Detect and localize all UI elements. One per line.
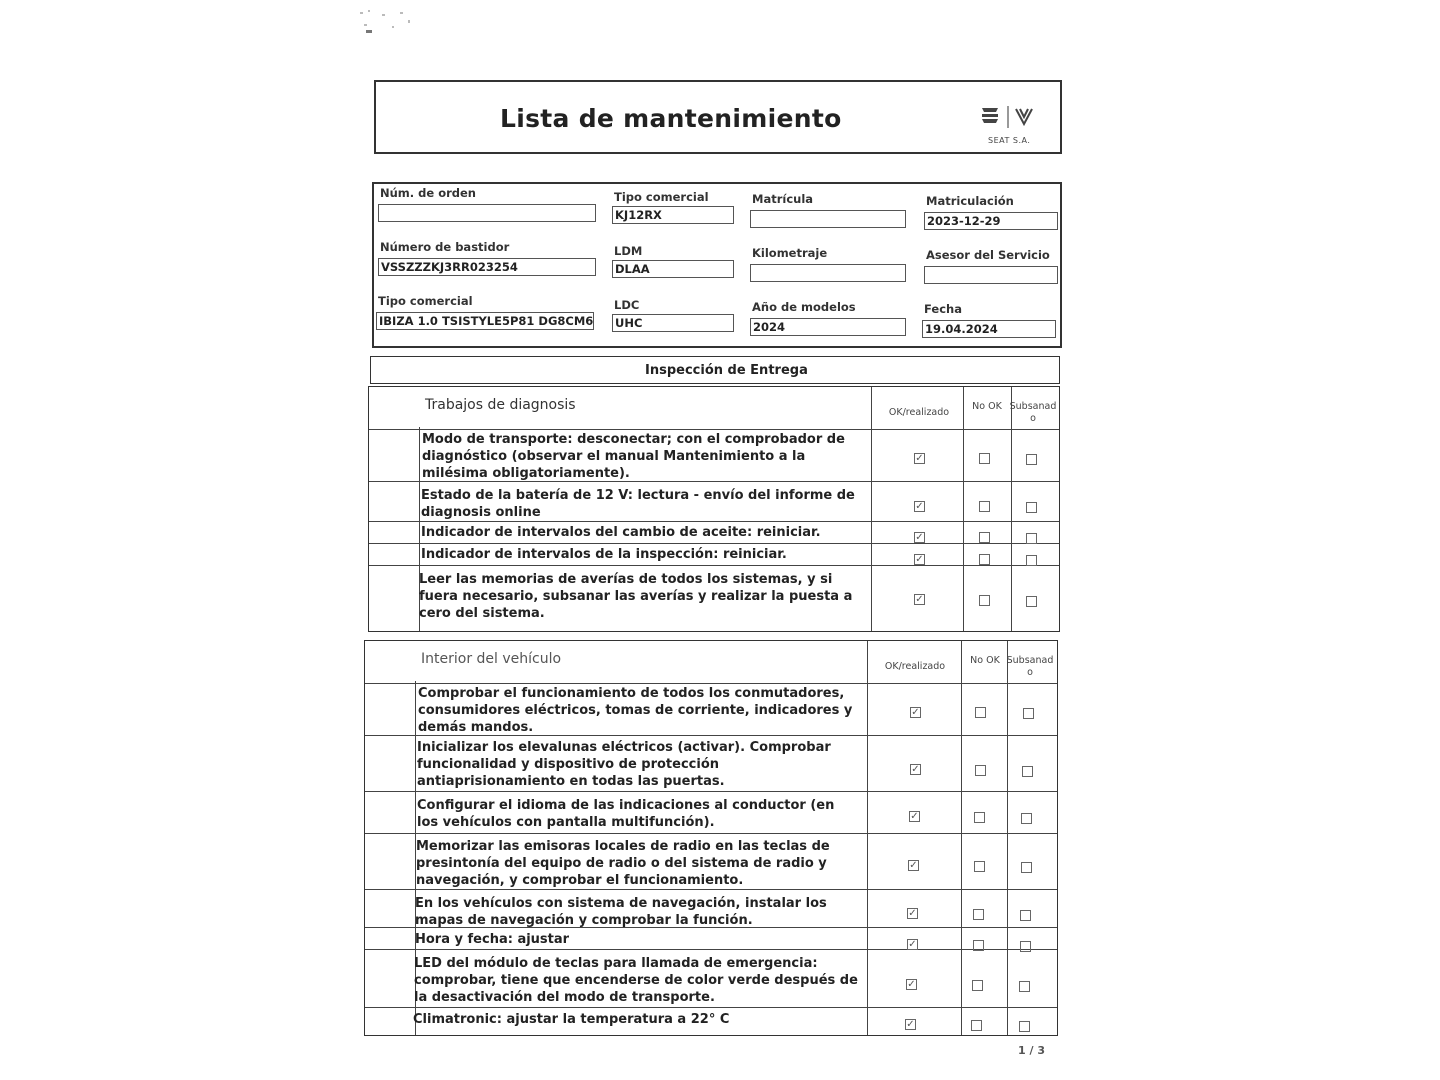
checkbox-subsanado[interactable]	[1022, 766, 1033, 777]
checkbox-subsanado[interactable]	[1020, 910, 1031, 921]
checkbox-no-ok[interactable]	[974, 812, 985, 823]
mileage-field[interactable]	[750, 264, 906, 282]
col-no-ok-header: No OK	[972, 401, 1002, 412]
checkmark-icon: ✓	[915, 594, 924, 605]
scan-artifact	[352, 6, 422, 36]
checkbox-ok-checked[interactable]	[907, 908, 918, 919]
table-row: Hora y fecha: ajustar	[415, 932, 570, 947]
checkbox-ok-checked[interactable]	[910, 707, 921, 718]
table-row: Inicializar los elevalunas eléctricos (activar). Comprobar funcionalidad y dispositivo de protección antiaprisionamiento en todas las puertas.	[417, 740, 831, 789]
checkbox-no-ok[interactable]	[973, 940, 984, 951]
order-info-box	[372, 182, 1062, 348]
group-title-diagnosis: Trabajos de diagnosis	[425, 397, 576, 413]
checkbox-subsanado[interactable]	[1021, 862, 1032, 873]
checkbox-ok-checked[interactable]	[907, 939, 918, 950]
table-row: Modo de transporte: desconectar; con el comprobador de diagnóstico (observar el manual Mantenimiento a la milésima obligatoriamente).	[422, 432, 845, 481]
date-field[interactable]: 19.04.2024	[922, 320, 1056, 338]
commercial-type-field[interactable]: IBIZA 1.0 TSISTYLE5P81 DG8CM6	[376, 312, 594, 330]
table-row: Indicador de intervalos del cambio de aceite: reiniciar.	[421, 525, 821, 540]
checkmark-icon: ✓	[907, 979, 916, 990]
document-title: Lista de mantenimiento	[500, 104, 842, 133]
checkmark-icon: ✓	[911, 764, 920, 775]
table-row: Configurar el idioma de las indicaciones al conductor (en los vehículos con pantalla multifunción).	[417, 798, 835, 830]
ldm-label: LDM	[614, 244, 643, 258]
checkbox-no-ok[interactable]	[973, 909, 984, 920]
table-row: Indicador de intervalos de la inspección: reiniciar.	[421, 547, 787, 562]
registration-date-label: Matriculación	[926, 194, 1014, 208]
order-number-label: Núm. de orden	[380, 186, 476, 200]
vin-label: Número de bastidor	[380, 240, 510, 254]
checkmark-icon: ✓	[910, 811, 919, 822]
checkbox-ok-checked[interactable]	[914, 453, 925, 464]
checkbox-subsanado[interactable]	[1026, 502, 1037, 513]
checkbox-no-ok[interactable]	[979, 532, 990, 543]
order-number-field[interactable]	[378, 204, 596, 222]
table-row: Memorizar las emisoras locales de radio en las teclas de presintonía del equipo de radio o del sistema de radio y navegación, y comprobar el funcionamiento.	[416, 839, 830, 888]
cupra-logo-icon	[1016, 109, 1032, 124]
checkbox-no-ok[interactable]	[975, 765, 986, 776]
commercial-type-code-field[interactable]: KJ12RX	[612, 206, 734, 224]
checkmark-icon: ✓	[908, 939, 917, 950]
col-subsanado-header: Subsanad o	[1006, 655, 1054, 678]
vin-field[interactable]: VSSZZZKJ3RR023254	[378, 258, 596, 276]
checkbox-ok-checked[interactable]	[905, 1019, 916, 1030]
brand-text: SEAT S.A.	[988, 136, 1031, 145]
mileage-label: Kilometraje	[752, 246, 828, 260]
checkbox-ok-checked[interactable]	[914, 594, 925, 605]
checkbox-no-ok[interactable]	[971, 1020, 982, 1031]
group-title-interior: Interior del vehículo	[421, 651, 562, 667]
table-row: Leer las memorias de averías de todos los sistemas, y si fuera necesario, subsanar las averías y realizar la puesta a cero del sistema.	[419, 572, 853, 621]
col-ok-header: OK/realizado	[884, 661, 946, 672]
commercial-type-code-label: Tipo comercial	[614, 190, 709, 204]
section-title: Inspección de Entrega	[645, 363, 808, 378]
checkbox-no-ok[interactable]	[975, 707, 986, 718]
service-advisor-field[interactable]	[924, 266, 1058, 284]
checkbox-no-ok[interactable]	[979, 595, 990, 606]
checkbox-no-ok[interactable]	[979, 453, 990, 464]
checkmark-icon: ✓	[911, 707, 920, 718]
table-row: Estado de la batería de 12 V: lectura - envío del informe de diagnosis online	[421, 488, 855, 520]
ldm-field[interactable]: DLAA	[612, 260, 734, 278]
checkmark-icon: ✓	[908, 908, 917, 919]
checkmark-icon: ✓	[909, 860, 918, 871]
checkbox-ok-checked[interactable]	[914, 501, 925, 512]
section-bar	[370, 356, 1060, 384]
checkbox-subsanado[interactable]	[1026, 555, 1037, 566]
brand-logo	[980, 104, 1040, 130]
checkbox-subsanado[interactable]	[1026, 596, 1037, 607]
checkbox-no-ok[interactable]	[979, 554, 990, 565]
document-header	[374, 80, 1062, 154]
checkbox-no-ok[interactable]	[972, 980, 983, 991]
checkmark-icon: ✓	[915, 501, 924, 512]
diagnosis-table	[368, 386, 1060, 632]
checkbox-ok-checked[interactable]	[914, 532, 925, 543]
checkbox-no-ok[interactable]	[974, 861, 985, 872]
checkbox-subsanado[interactable]	[1020, 941, 1031, 952]
col-no-ok-header: No OK	[970, 655, 1000, 666]
seat-logo-icon	[982, 108, 998, 123]
plate-field[interactable]	[750, 210, 906, 228]
registration-date-field[interactable]: 2023-12-29	[924, 212, 1058, 230]
table-row: LED del módulo de teclas para llamada de emergencia: comprobar, tiene que encenderse de color verde después de la desactivación del modo de transporte.	[414, 956, 858, 1005]
checkbox-ok-checked[interactable]	[908, 860, 919, 871]
date-label: Fecha	[924, 302, 962, 316]
commercial-type-label: Tipo comercial	[378, 294, 473, 308]
checkbox-subsanado[interactable]	[1026, 533, 1037, 544]
plate-label: Matrícula	[752, 192, 814, 206]
checkbox-subsanado[interactable]	[1026, 454, 1037, 465]
ldc-label: LDC	[614, 298, 640, 312]
checkbox-ok-checked[interactable]	[906, 979, 917, 990]
table-row: Comprobar el funcionamiento de todos los conmutadores, consumidores eléctricos, tomas de corriente, indicadores y demás mandos.	[418, 686, 853, 735]
service-advisor-label: Asesor del Servicio	[926, 248, 1050, 262]
table-row: Climatronic: ajustar la temperatura a 22° C	[413, 1012, 730, 1027]
model-year-field[interactable]: 2024	[750, 318, 906, 336]
ldc-field[interactable]: UHC	[612, 314, 734, 332]
checkbox-ok-checked[interactable]	[909, 811, 920, 822]
col-ok-header: OK/realizado	[888, 407, 950, 418]
checkmark-icon: ✓	[915, 453, 924, 464]
checkbox-ok-checked[interactable]	[914, 554, 925, 565]
checkbox-subsanado[interactable]	[1019, 981, 1030, 992]
checkbox-subsanado[interactable]	[1021, 813, 1032, 824]
checkmark-icon: ✓	[915, 554, 924, 565]
col-subsanado-header: Subsanad o	[1009, 401, 1057, 424]
interior-table	[364, 640, 1058, 1036]
page-number: 1 / 3	[1018, 1044, 1045, 1057]
checkbox-subsanado[interactable]	[1019, 1021, 1030, 1032]
checkbox-no-ok[interactable]	[979, 501, 990, 512]
table-row: En los vehículos con sistema de navegación, instalar los mapas de navegación y comprobar la función.	[415, 896, 827, 928]
checkmark-icon: ✓	[906, 1019, 915, 1030]
checkbox-subsanado[interactable]	[1023, 708, 1034, 719]
checkmark-icon: ✓	[915, 532, 924, 543]
model-year-label: Año de modelos	[752, 300, 856, 314]
checkbox-ok-checked[interactable]	[910, 764, 921, 775]
